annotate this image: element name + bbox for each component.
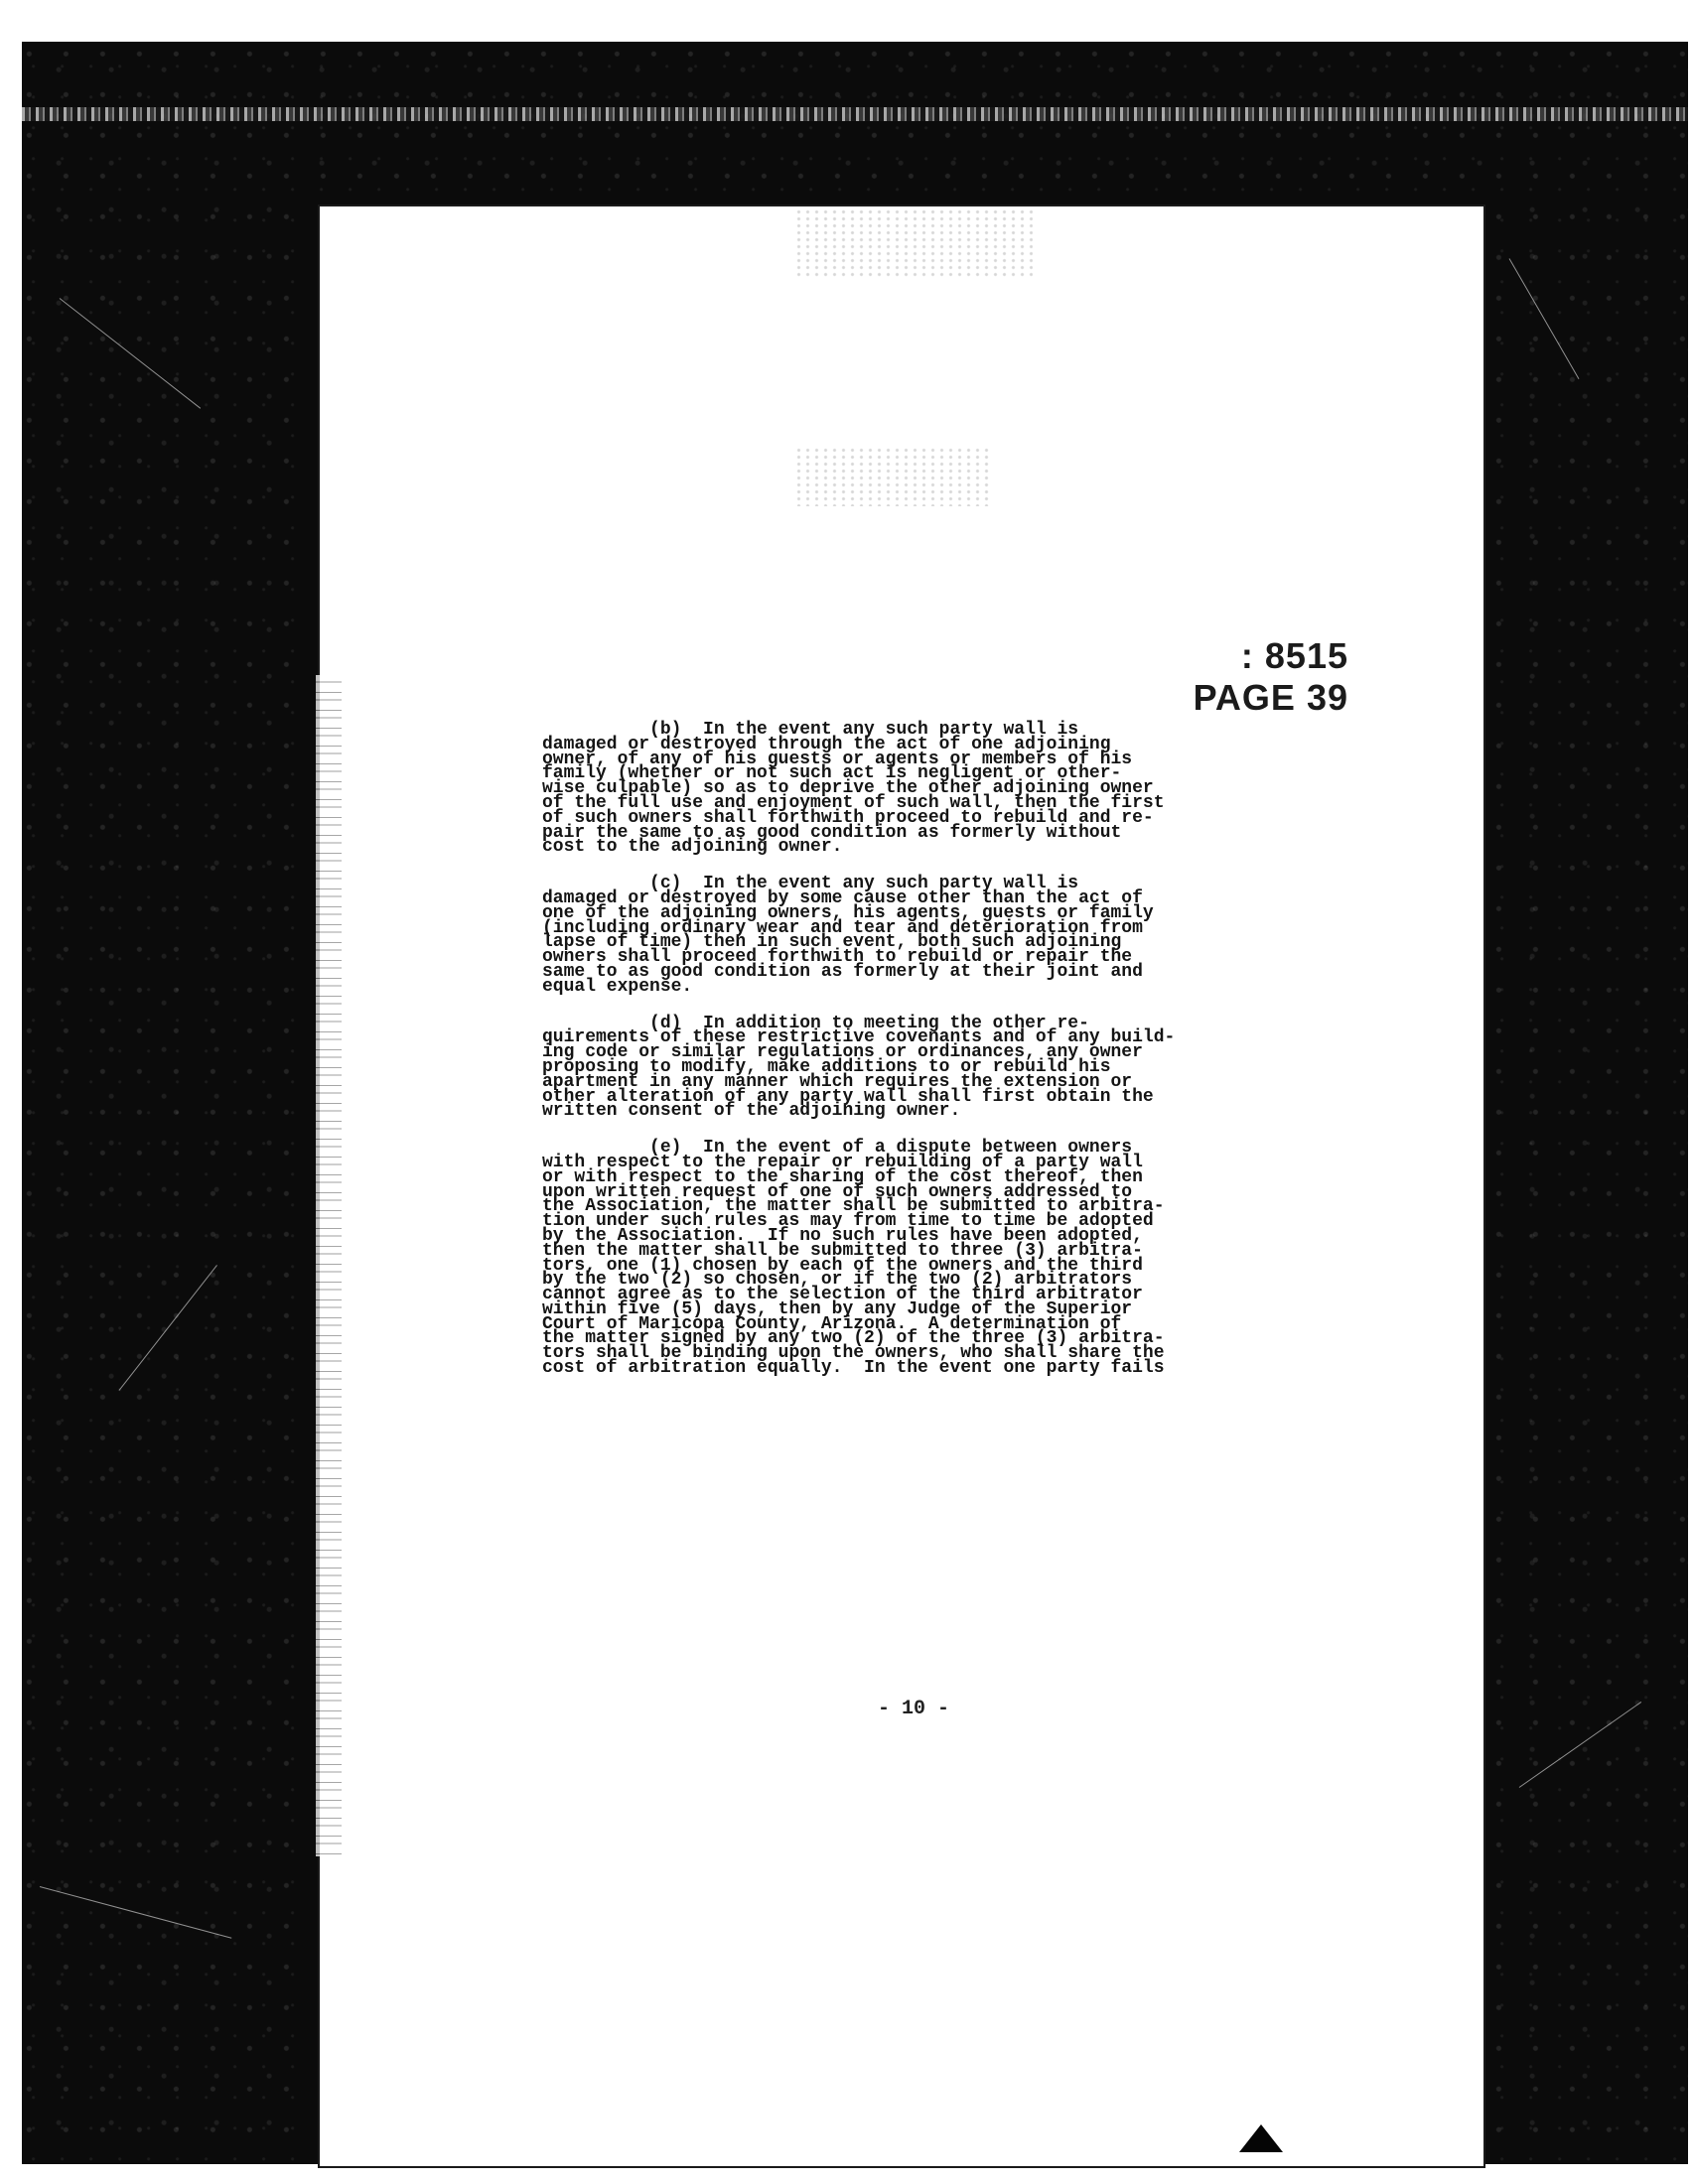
text-line: (c) In the event any such party wall is — [542, 874, 1079, 894]
text-line: cost to the adjoining owner. — [542, 837, 843, 858]
text-line: within five (5) days, then by any Judge of the Superior — [542, 1298, 1133, 1319]
text-line: (d) In addition to meeting the other re- — [542, 1013, 1089, 1033]
text-line: Court of Maricopa County, Arizona. A determination of — [542, 1313, 1122, 1334]
text-line: by the two (2) so chosen, or if the two (2) arbitrators — [542, 1270, 1133, 1291]
text-line: cost of arbitration equally. In the event one party fails — [542, 1358, 1165, 1379]
document-body — [542, 720, 1327, 1398]
text-line: damaged or destroyed through the act of one adjoining — [542, 734, 1111, 754]
text-line: cannot agree as to the selection of the third arbitrator — [542, 1285, 1143, 1305]
text-line: other alteration of any party wall shall first obtain the — [542, 1086, 1154, 1107]
text-line: family (whether or not such act is negligent or other- — [542, 763, 1122, 784]
scan-smudge — [794, 208, 1033, 278]
text-line: (e) In the event of a dispute between owners — [542, 1138, 1133, 1159]
page-number: - 10 - — [877, 1698, 949, 1720]
text-line: then the matter shall be submitted to three (3) arbitra- — [542, 1240, 1143, 1261]
text-line: by the Association. If no such rules have been adopted, — [542, 1225, 1143, 1246]
text-line: upon written request of one of such owners addressed to — [542, 1181, 1133, 1202]
text-line: owner, of any of his guests or agents or members of his — [542, 749, 1133, 769]
text-line: quirements of these restrictive covenants and of any build- — [542, 1027, 1176, 1048]
text-line: same to as good condition as formerly at their joint and — [542, 961, 1143, 982]
text-line: of such owners shall forthwith proceed to rebuild and re- — [542, 807, 1154, 828]
text-line: (including ordinary wear and tear and deterioration from — [542, 917, 1143, 938]
text-line: one of the adjoining owners, his agents, guests or family — [542, 902, 1154, 923]
text-line: the Association, the matter shall be submitted to arbitra- — [542, 1196, 1165, 1217]
paragraph-b — [542, 720, 1327, 858]
text-line: of the full use and enjoyment of such wall, then the first — [542, 792, 1165, 813]
text-line: apartment in any manner which requires the extension or — [542, 1071, 1133, 1092]
text-line: wise culpable) so as to deprive the other adjoining owner — [542, 778, 1154, 799]
binding-edge-noise — [316, 675, 342, 1856]
text-line: equal expense. — [542, 976, 693, 997]
text-line: tors shall be binding upon the owners, who shall share the — [542, 1343, 1165, 1364]
text-line: with respect to the repair or rebuilding of a party wall — [542, 1152, 1143, 1172]
text-line: pair the same to as good condition as formerly without — [542, 822, 1122, 843]
text-line: the matter signed by any two (2) of the three (3) arbitra- — [542, 1328, 1165, 1349]
paragraph-c — [542, 874, 1327, 997]
paragraph-e — [542, 1138, 1327, 1379]
book-page-reference: : 8515 PAGE 39 — [1193, 635, 1348, 718]
scan-noise-strip — [22, 107, 1688, 121]
text-line: tors, one (1) chosen by each of the owners and the third — [542, 1255, 1143, 1276]
scan-corner-mark — [1239, 2124, 1283, 2152]
text-line: owners shall proceed forthwith to rebuild or repair the — [542, 947, 1133, 968]
text-line: lapse of time) then in such event, both such adjoining — [542, 932, 1122, 953]
scan-smudge — [794, 447, 993, 506]
text-line: damaged or destroyed by some cause other than the act of — [542, 887, 1143, 908]
text-line: tion under such rules as may from time to time be adopted — [542, 1211, 1154, 1232]
paragraph-d — [542, 1013, 1327, 1122]
text-line: or with respect to the sharing of the cost thereof, then — [542, 1166, 1143, 1187]
text-line: (b) In the event any such party wall is — [542, 720, 1079, 740]
text-line: ing code or similar regulations or ordinances, any owner — [542, 1042, 1143, 1063]
text-line: written consent of the adjoining owner. — [542, 1101, 961, 1122]
text-line: proposing to modify, make additions to or rebuild his — [542, 1056, 1111, 1077]
